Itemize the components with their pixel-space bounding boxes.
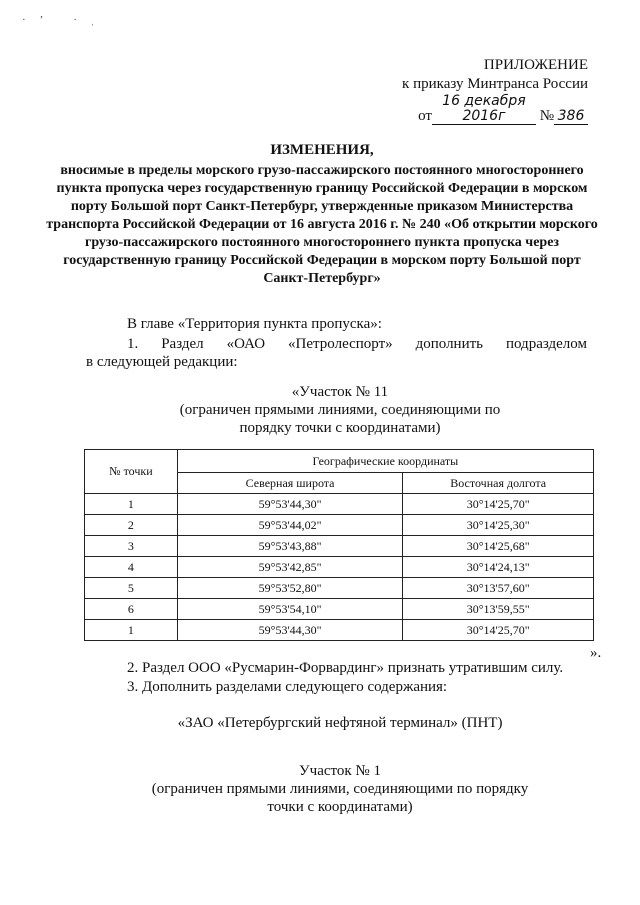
table-row (85, 578, 594, 599)
lon-cell: 30°14'25,70" (403, 620, 594, 641)
point-cell: 2 (85, 515, 178, 536)
lat-cell: 59°53'44,02" (177, 515, 403, 536)
appendix-label: ПРИЛОЖЕНИЕ (483, 57, 588, 73)
document-heading: вносимые в пределы морского грузо-пассажирского постоянного многостороннего пункта пропуска через государственную границу Российской Федерации в морском порту Большой порт Санкт-Петербург, утвержденные приказом Министерства транспорта Российской Федерации от 16 августа 2016 г. № 240 «Об открытии морского грузо-пассажирского постоянного многостороннего пункта пропуска через государственную границу Российской Федерации в морском порту Большой порт Санкт-Петербург» (46, 163, 598, 286)
point-cell: 5 (85, 578, 178, 599)
lon-cell: 30°14'25,68" (403, 536, 594, 557)
point-cell: 1 (85, 494, 178, 515)
item3: 3. Дополнить разделами следующего содержания: (127, 679, 448, 695)
date-prefix: от (418, 108, 432, 124)
lon-cell: 30°13'57,60" (403, 578, 594, 599)
document-title: ИЗМЕНЕНИЯ, (270, 142, 374, 158)
number-prefix: № (539, 108, 554, 124)
lat-cell: 59°53'44,30" (177, 620, 403, 641)
lon-cell: 30°14'24,13" (403, 557, 594, 578)
table-row (85, 557, 594, 578)
lon-cell: 30°14'25,30" (403, 515, 594, 536)
table-row (85, 599, 594, 620)
point-cell: 1 (85, 620, 178, 641)
point-cell: 4 (85, 557, 178, 578)
point-cell: 6 (85, 599, 178, 620)
section2-subtitle: (ограничен прямыми линиями, соединяющими по порядку точки с координатами) (151, 781, 529, 815)
lat-cell: 59°53'43,88" (177, 536, 403, 557)
appendix-block (402, 56, 588, 126)
lon-cell: 30°13'59,55" (403, 599, 594, 620)
point-cell: 3 (85, 536, 178, 557)
table-row (85, 536, 594, 557)
coordinates-table (84, 449, 594, 641)
table-row (85, 620, 594, 641)
section2-company: «ЗАО «Петербургский нефтяной терминал» (ПНТ) (177, 715, 503, 731)
table-row (85, 494, 594, 515)
section-title: «Участок № 11 (291, 384, 389, 400)
lat-cell: 59°53'44,30" (177, 494, 403, 515)
col-point-header: № точки (85, 450, 178, 494)
item2: 2. Раздел ООО «Русмарин-Форвардинг» признать утратившим силу. (127, 660, 564, 676)
section2-title: Участок № 1 (299, 763, 381, 779)
col-lon-header: Восточная долгота (403, 473, 594, 494)
col-lat-header: Северная широта (177, 473, 403, 494)
chapter-intro: В главе «Территория пункта пропуска»: (127, 316, 382, 332)
item1-line1: 1. Раздел «ОАО «Петролеспорт» дополнить подразделом (127, 336, 587, 352)
appendix-order-line: к приказу Минтранса России (402, 76, 588, 92)
handwritten-number: 386 (554, 109, 588, 125)
lon-cell: 30°14'25,70" (403, 494, 594, 515)
closing-quote: ». (590, 645, 602, 661)
corner-marks: ·’ ·ˌ (22, 14, 109, 26)
lat-cell: 59°53'54,10" (177, 599, 403, 620)
col-geo-header: Географические координаты (177, 450, 593, 473)
lat-cell: 59°53'52,80" (177, 578, 403, 599)
section-subtitle: (ограничен прямыми линиями, соединяющими по порядку точки с координатами) (179, 402, 501, 436)
handwritten-date: 16 декабря 2016г (432, 94, 536, 125)
lat-cell: 59°53'42,85" (177, 557, 403, 578)
appendix-date-line (402, 94, 588, 126)
table-row (85, 515, 594, 536)
item1-line2: в следующей редакции: (86, 354, 238, 370)
